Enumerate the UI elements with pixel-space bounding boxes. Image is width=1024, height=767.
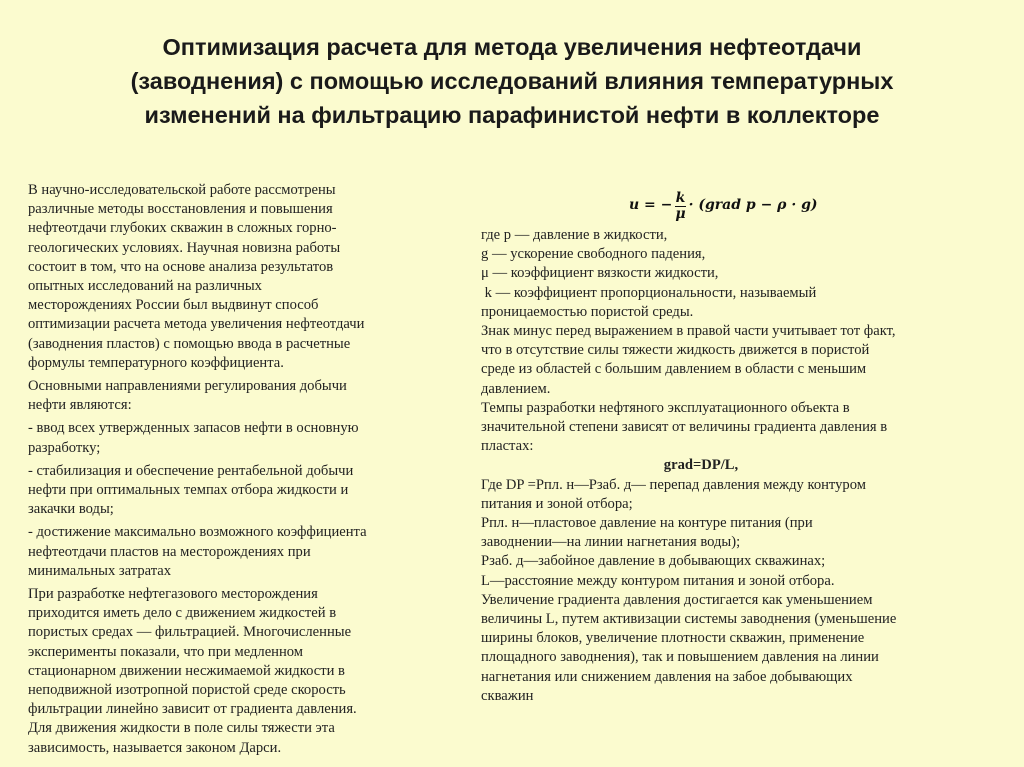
text-line: μ — коэффициент вязкости жидкости, [481, 265, 719, 282]
rates-paragraph [481, 399, 981, 457]
formula-rhs: · (grad p − ρ · g) [688, 197, 818, 214]
grad-formula: grad=DP/L, [663, 457, 739, 474]
text-line: - стабилизация и обеспечение рентабельной добычи [28, 462, 354, 479]
definitions [481, 226, 981, 322]
formula-fraction [674, 191, 686, 222]
pressure-definitions [481, 476, 981, 591]
text-line: заводнении—на линии нагнетания воды); [481, 534, 741, 551]
text-line: минимальных затратах [28, 562, 172, 579]
text-line: оптимизации расчета метода увеличения нефтеотдачи [28, 316, 365, 333]
text-line: стационарном движении несжимаемой жидкости в [28, 662, 345, 679]
list-item [28, 523, 438, 581]
text-line: опытных исследований на различных [28, 278, 262, 295]
title-line-2: (заводнения) с помощью исследований влияния температурных [130, 68, 894, 94]
directions-paragraph [28, 377, 438, 415]
text-line: эксперименты показали, что при медленном [28, 643, 304, 660]
text-line: Рзаб. д—забойное давление в добывающих скважинах; [481, 553, 826, 570]
formula-lhs: u = − [629, 197, 673, 214]
text-line: месторождениях России был выдвинут способ [28, 297, 319, 314]
title-line-1: Оптимизация расчета для метода увеличения нефтеотдачи [162, 34, 862, 60]
intro-paragraph [28, 181, 438, 373]
text-line: разработку; [28, 439, 101, 456]
text-line: Увеличение градиента давления достигается как уменьшением [481, 591, 873, 608]
list-item [28, 462, 438, 520]
text-line: различные методы восстановления и повышения [28, 201, 333, 218]
text-line: что в отсутствие силы тяжести жидкость движется в пористой [481, 342, 870, 359]
text-line: - ввод всех утвержденных запасов нефти в основную [28, 420, 359, 437]
left-column [28, 181, 438, 762]
text-line: ширины блоков, увеличение плотности скважин, применение [481, 630, 865, 647]
text-line: - достижение максимально возможного коэффициента [28, 524, 367, 541]
text-line: пористых средах — фильтрацией. Многочисленные [28, 624, 352, 641]
text-line: где р — давление в жидкости, [481, 227, 668, 243]
text-line: площадного заводнения), так и повышением давления на линии [481, 649, 879, 666]
text-line: среде из областей с большим давлением в области с меньшим [481, 361, 867, 378]
text-line: (заводнения пластов) с помощью ввода в расчетные [28, 335, 351, 352]
text-line: Для движения жидкости в поле силы тяжести эта [28, 720, 335, 737]
text-line: состоит в том, что на основе анализа результатов [28, 258, 334, 275]
text-line: В научно-исследовательской работе рассмотрены [28, 182, 336, 198]
text-line: L—расстояние между контуром питания и зоной отбора. [481, 572, 835, 589]
text-line: k — коэффициент пропорциональности, называемый [481, 284, 817, 301]
darcy-formula [629, 186, 981, 226]
text-line: Рпл. н—пластовое давление на контуре питания (при [481, 515, 813, 532]
text-line: скважин [481, 687, 534, 704]
text-line: давлением. [481, 380, 551, 397]
text-line: фильтрации линейно зависит от градиента давления. [28, 701, 357, 718]
text-line: геологических условиях. Научная новизна работы [28, 239, 341, 256]
text-line: нагнетания или снижением давления на забое добывающих [481, 668, 853, 685]
text-line: величины L, путем активизации системы заводнения (уменьшение [481, 611, 897, 628]
formula-denominator: μ [675, 205, 686, 222]
gradient-increase-paragraph [481, 591, 981, 706]
list-item [28, 419, 438, 457]
text-line: Темпы разработки нефтяного эксплуатационного объекта в [481, 399, 850, 416]
text-line: нефтеотдачи глубоких скважин в сложных горно- [28, 220, 337, 237]
text-line: Где DP =Рпл. н—Рзаб. д— перепад давления между контуром [481, 476, 866, 493]
text-line: Знак минус перед выражением в правой части учитывает тот факт, [481, 323, 896, 340]
text-line: проницаемостью пористой среды. [481, 303, 694, 320]
text-line: питания и зоной отбора; [481, 495, 633, 512]
text-line: При разработке нефтегазового месторождения [28, 586, 318, 603]
text-line: нефти при оптимальных темпах отбора жидкости и [28, 482, 349, 499]
text-line: значительной степени зависят от величины градиента давления в [481, 419, 888, 436]
text-line: Основными направлениями регулирования добычи [28, 378, 347, 395]
slide-title [60, 30, 964, 132]
text-line: неподвижной изотропной пористой среде скорость [28, 682, 346, 699]
formula-numerator: k [675, 189, 686, 206]
title-line-3: изменений на фильтрацию парафинистой нефти в коллекторе [144, 102, 880, 128]
darcy-paragraph [28, 585, 438, 758]
text-line: закачки воды; [28, 501, 114, 518]
text-line: нефтеотдачи пластов на месторождениях при [28, 543, 311, 560]
text-line: g — ускорение свободного падения, [481, 246, 706, 263]
text-line: формулы температурного коэффициента. [28, 354, 284, 371]
text-line: приходится иметь дело с движением жидкостей в [28, 605, 337, 622]
text-line: нефти являются: [28, 397, 132, 414]
text-line: зависимость, называется законом Дарси. [28, 739, 282, 756]
text-line: пластах: [481, 438, 534, 455]
right-column [481, 186, 981, 710]
minus-sign-paragraph [481, 322, 981, 399]
